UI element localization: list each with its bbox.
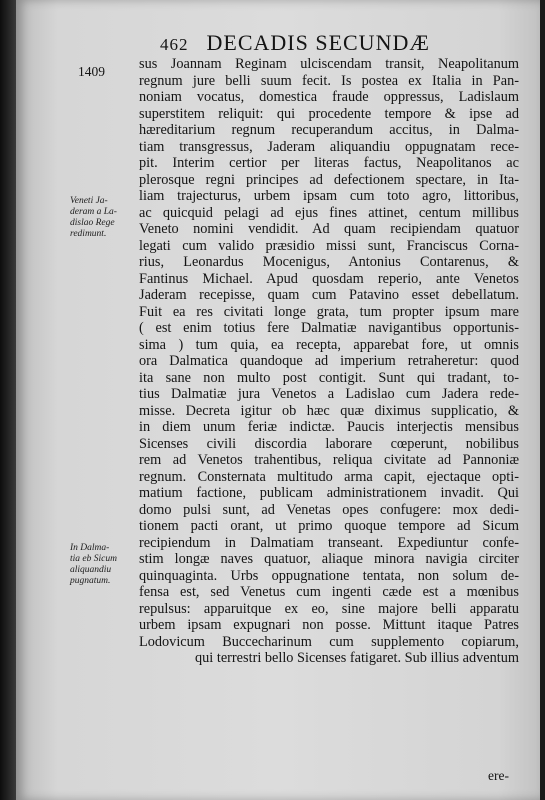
text-line: rius, Leonardus Mocenigus, Antonius Contarenus, & — [139, 254, 519, 270]
text-line: rem ad Venetos trahentibus, reliqua civitate ad Pannoniæ — [139, 452, 519, 468]
text-line: matium factione, publicam administrationem invadit. Qui — [139, 485, 519, 501]
text-line: hæreditarium regnum recuperandum accitus, in Dalma- — [139, 122, 519, 138]
text-line: ora Dalmatica quandoque ad imperium retraheretur: quod — [139, 353, 519, 369]
text-line: Veneto nomini vendidit. Ad quam recipiendam quatuor — [139, 221, 519, 237]
text-line: Sicenses civili discordia laborare cœperunt, nobilibus — [139, 435, 519, 452]
margin-note-line: pugnatum. — [70, 576, 111, 586]
text-line: misse. Decreta igitur ob hæc quæ diximus supplicatio, & — [139, 402, 519, 419]
text-line: noniam vocatus, domestica fraude oppressus, Ladislaum — [139, 89, 519, 105]
margin-note-line: In Dalma- — [70, 543, 110, 553]
text-line: tiam transgressus, Jaderam aliquandiu oppugnatam rece- — [139, 138, 519, 155]
text-line: sima ) tum quia, ea recepta, apparebat fore, ut omnis — [139, 336, 519, 353]
margin-note-dalmatia — [70, 543, 136, 587]
running-header — [160, 30, 430, 58]
book-gutter-shadow — [0, 0, 16, 800]
text-line: urbem ipsam expugnari non posse. Mittunt itaque Patres — [139, 617, 519, 633]
text-line: pit. Interim certior per literas factus, Neapolitanos ac — [139, 155, 519, 171]
text-line: in diem unum feriæ indictæ. Paucis interjectis mensibus — [139, 419, 519, 435]
margin-note-line: redimunt. — [70, 229, 107, 239]
margin-year: 1409 — [78, 64, 105, 79]
text-line: stim longæ naves quatuor, aliaque minora navigia circiter — [139, 551, 519, 567]
text-line: domo pulsi sunt, ad Venetas opes confugere: mox dedi- — [139, 501, 519, 518]
text-line: quinquaginta. Urbs oppugnatione tentata, non solum de- — [139, 567, 519, 584]
text-line: tionem pacti orant, ut primo quoque tempore ad Sicum — [139, 518, 519, 534]
text-line: Fantinus Michael. Apud quosdam reperio, ante Venetos — [139, 270, 519, 287]
text-line: Fuit ea res civitati longe grata, tum propter ipsum mare — [139, 303, 519, 320]
text-line: Jaderam recepisse, quam cum Patavino esset debellatum. — [139, 287, 519, 303]
margin-note-veneti — [70, 196, 136, 240]
text-line: Lodovicum Buccecharinum cum supplemento copiarum, — [139, 633, 519, 650]
text-line: superstitem reliquit: qui procedente tempore & ipse ad — [139, 105, 519, 122]
page-number: 462 — [160, 35, 189, 54]
text-line: recipiendum in Dalmatiam transeant. Expediuntur confe- — [139, 534, 519, 551]
margin-note-line: deram a La- — [70, 207, 117, 217]
text-line: ac quicquid pelagi ad ejus fines attinet, centum millibus — [139, 204, 519, 221]
text-line: qui terrestri bello Sicenses fatigaret. Sub illius adventum — [195, 650, 519, 666]
text-line: sus Joannam Reginam ulciscendam transit, Neapolitanum — [139, 56, 519, 72]
margin-note-line: Veneti Ja- — [70, 196, 108, 206]
catchword: ere- — [488, 768, 509, 783]
text-line: tius Dalmatiæ jura Venetos a Ladislao cum Jadera rede- — [139, 386, 519, 402]
text-line: ( est enim totius fere Dalmatiæ navigantibus opportunis- — [139, 320, 519, 336]
margin-note-line: tia eb Sicum — [70, 554, 117, 564]
text-line: repulsus: apparuitque ex eo, sine majore belli apparatu — [139, 600, 519, 617]
text-line: liam trajecturus, urbem ipsam cum toto agro, littoribus, — [139, 188, 519, 204]
margin-note-line: dislao Rege — [70, 218, 115, 228]
running-title: DECADIS SECUNDÆ — [206, 30, 430, 55]
text-line: legati cum valido præsidio missi sunt, Franciscus Corna- — [139, 237, 519, 254]
margin-note-line: aliquandiu — [70, 565, 112, 575]
text-line: ita sane non multo post contigit. Sunt qui tradant, to- — [139, 369, 519, 386]
body-text — [139, 56, 519, 667]
text-line: plerosque regni principes ad defectionem spectare, in Ita- — [139, 171, 519, 188]
text-line: regnum jure belli suum fecit. Is postea ex Italia in Pan- — [139, 72, 519, 89]
text-line: fensa est, sed Venetus cum ingenti cæde est a mœnibus — [139, 584, 519, 600]
text-line: regnum. Consternata multitudo arma capit, ejectaque opti- — [139, 468, 519, 485]
